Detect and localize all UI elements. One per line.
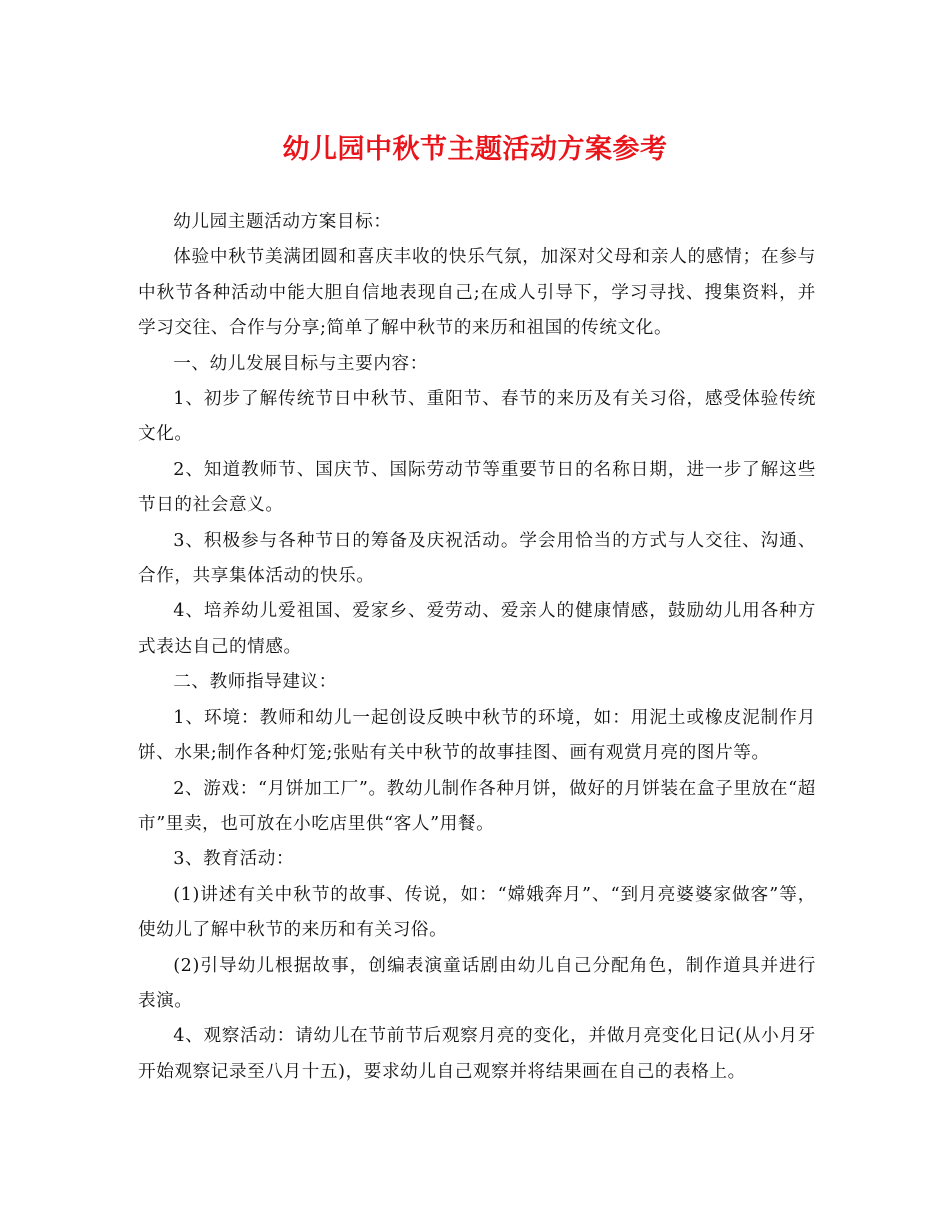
paragraph-goal-content: 体验中秋节美满团圆和喜庆丰收的快乐气氛，加深对父母和亲人的感情；在参与中秋节各种活动中能大胆自信地表现自己;在成人引导下，学习寻找、搜集资料，并学习交往、合作与分享;简单了解中秋节的来历和祖国的传统文化。: [138, 247, 816, 339]
paragraph-item: 2、知道教师节、国庆节、国际劳动节等重要节日的名称日期，进一步了解这些节日的社会意义。: [138, 459, 816, 516]
paragraph-item: 4、观察活动：请幼儿在节前节后观察月亮的变化，并做月亮变化日记(从小月牙开始观察记录至八月十五)，要求幼儿自己观察并将结果画在自己的表格上。: [138, 1026, 816, 1082]
paragraph-item: 3、教育活动：: [173, 849, 295, 870]
document-body: [138, 205, 816, 1090]
paragraph-section-two-heading: 二、教师指导建议：: [173, 672, 337, 693]
paragraph-item: 1、初步了解传统节日中秋节、重阳节、春节的来历及有关习俗，感受体验传统文化。: [138, 389, 816, 445]
paragraph-item: 2、游戏：“月饼加工厂”。教幼儿制作各种月饼，做好的月饼装在盒子里放在“超市”里卖，也可放在小吃店里供“客人”用餐。: [138, 778, 816, 834]
paragraph-goal-heading: 幼儿园主题活动方案目标：: [173, 212, 392, 232]
paragraph-section-one-heading: 一、幼儿发展目标与主要内容：: [173, 353, 428, 374]
paragraph-item: 3、积极参与各种节日的筹备及庆祝活动。学会用恰当的方式与人交往、沟通、合作，共享集体活动的快乐。: [138, 530, 816, 587]
document-title: 幼儿园中秋节主题活动方案参考: [282, 134, 668, 165]
paragraph-item: 4、培养幼儿爱祖国、爱家乡、爱劳动、爱亲人的健康情感，鼓励幼儿用各种方式表达自己的情感。: [138, 601, 816, 657]
paragraph-item: 1、环境：教师和幼儿一起创设反映中秋节的环境，如：用泥土或橡皮泥制作月饼、水果;制作各种灯笼;张贴有关中秋节的故事挂图、画有观赏月亮的图片等。: [138, 707, 816, 764]
paragraph-subitem: (2)引导幼儿根据故事，创编表演童话剧由幼儿自己分配角色，制作道具并进行表演。: [138, 955, 816, 1011]
paragraph-subitem: (1)讲述有关中秋节的故事、传说，如：“嫦娥奔月”、“到月亮婆婆家做客”等，使幼儿了解中秋节的来历和有关习俗。: [138, 884, 816, 941]
